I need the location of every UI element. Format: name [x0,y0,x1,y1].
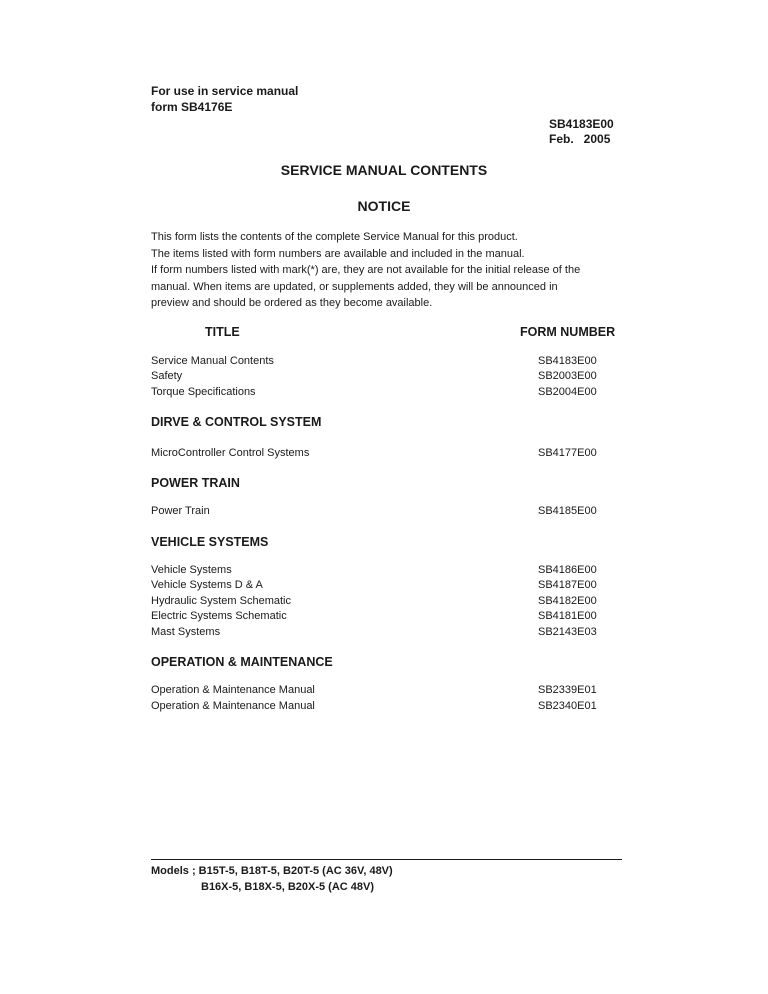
list-item-form: SB2004E00 [538,386,597,398]
notice-line: manual. When items are updated, or supplements added, they will be announced in [151,280,558,293]
list-item-form: SB2339E01 [538,684,597,696]
list-item-form: SB2143E03 [538,626,597,638]
page-title: SERVICE MANUAL CONTENTS [280,162,488,178]
section-heading-drive-control: DIRVE & CONTROL SYSTEM [151,415,322,429]
list-item-form: SB4177E00 [538,447,597,459]
section-heading-operation-maintenance: OPERATION & MAINTENANCE [151,655,333,669]
notice-body [151,229,631,312]
notice-line: preview and should be ordered as they become available. [151,297,433,310]
document-code: SB4183E00 [549,117,614,131]
notice-heading: NOTICE [357,198,411,214]
list-item-form: SB4183E00 [538,355,597,367]
list-item-name: MicroController Control Systems [151,447,310,459]
list-item-name: Operation & Maintenance Manual [151,684,315,696]
list-item-name: Hydraulic System Schematic [151,595,291,607]
section-heading-vehicle-systems: VEHICLE SYSTEMS [151,535,269,549]
section-heading-power-train: POWER TRAIN [151,476,240,490]
notice-line: If form numbers listed with mark(*) are, they are not available for the initial release of the [151,264,581,277]
footer-models-line-1: Models ; B15T-5, B18T-5, B20T-5 (AC 36V, 48V) [151,865,393,877]
list-item-form: SB4187E00 [538,579,597,591]
list-item-form: SB4186E00 [538,564,597,576]
list-item-name: Mast Systems [151,626,221,638]
list-item-name: Torque Specifications [151,386,256,398]
list-item-name: Operation & Maintenance Manual [151,700,315,712]
list-item-name: Power Train [151,505,210,517]
list-item-form: SB2340E01 [538,700,597,712]
list-item-name: Safety [151,370,183,382]
header-line-1: For use in service manual [151,84,299,98]
list-item-name: Service Manual Contents [151,355,274,367]
footer-models-line-2: B16X-5, B18X-5, B20X-5 (AC 48V) [201,881,375,893]
document-date: Feb. 2005 [549,132,611,146]
list-item-form: SB4185E00 [538,505,597,517]
list-item-form: SB4182E00 [538,595,597,607]
column-header-form-number: FORM NUMBER [520,325,616,339]
list-item-name: Vehicle Systems D & A [151,579,263,591]
list-item-name: Electric Systems Schematic [151,610,287,622]
column-header-title: TITLE [205,325,240,339]
list-item-name: Vehicle Systems [151,564,232,576]
notice-line: The items listed with form numbers are available and included in the manual. [151,247,525,260]
header-line-2: form SB4176E [151,100,233,114]
list-item-form: SB2003E00 [538,370,597,382]
list-item-form: SB4181E00 [538,610,597,622]
footer-divider [151,859,622,860]
notice-line: This form lists the contents of the complete Service Manual for this product. [151,231,518,243]
